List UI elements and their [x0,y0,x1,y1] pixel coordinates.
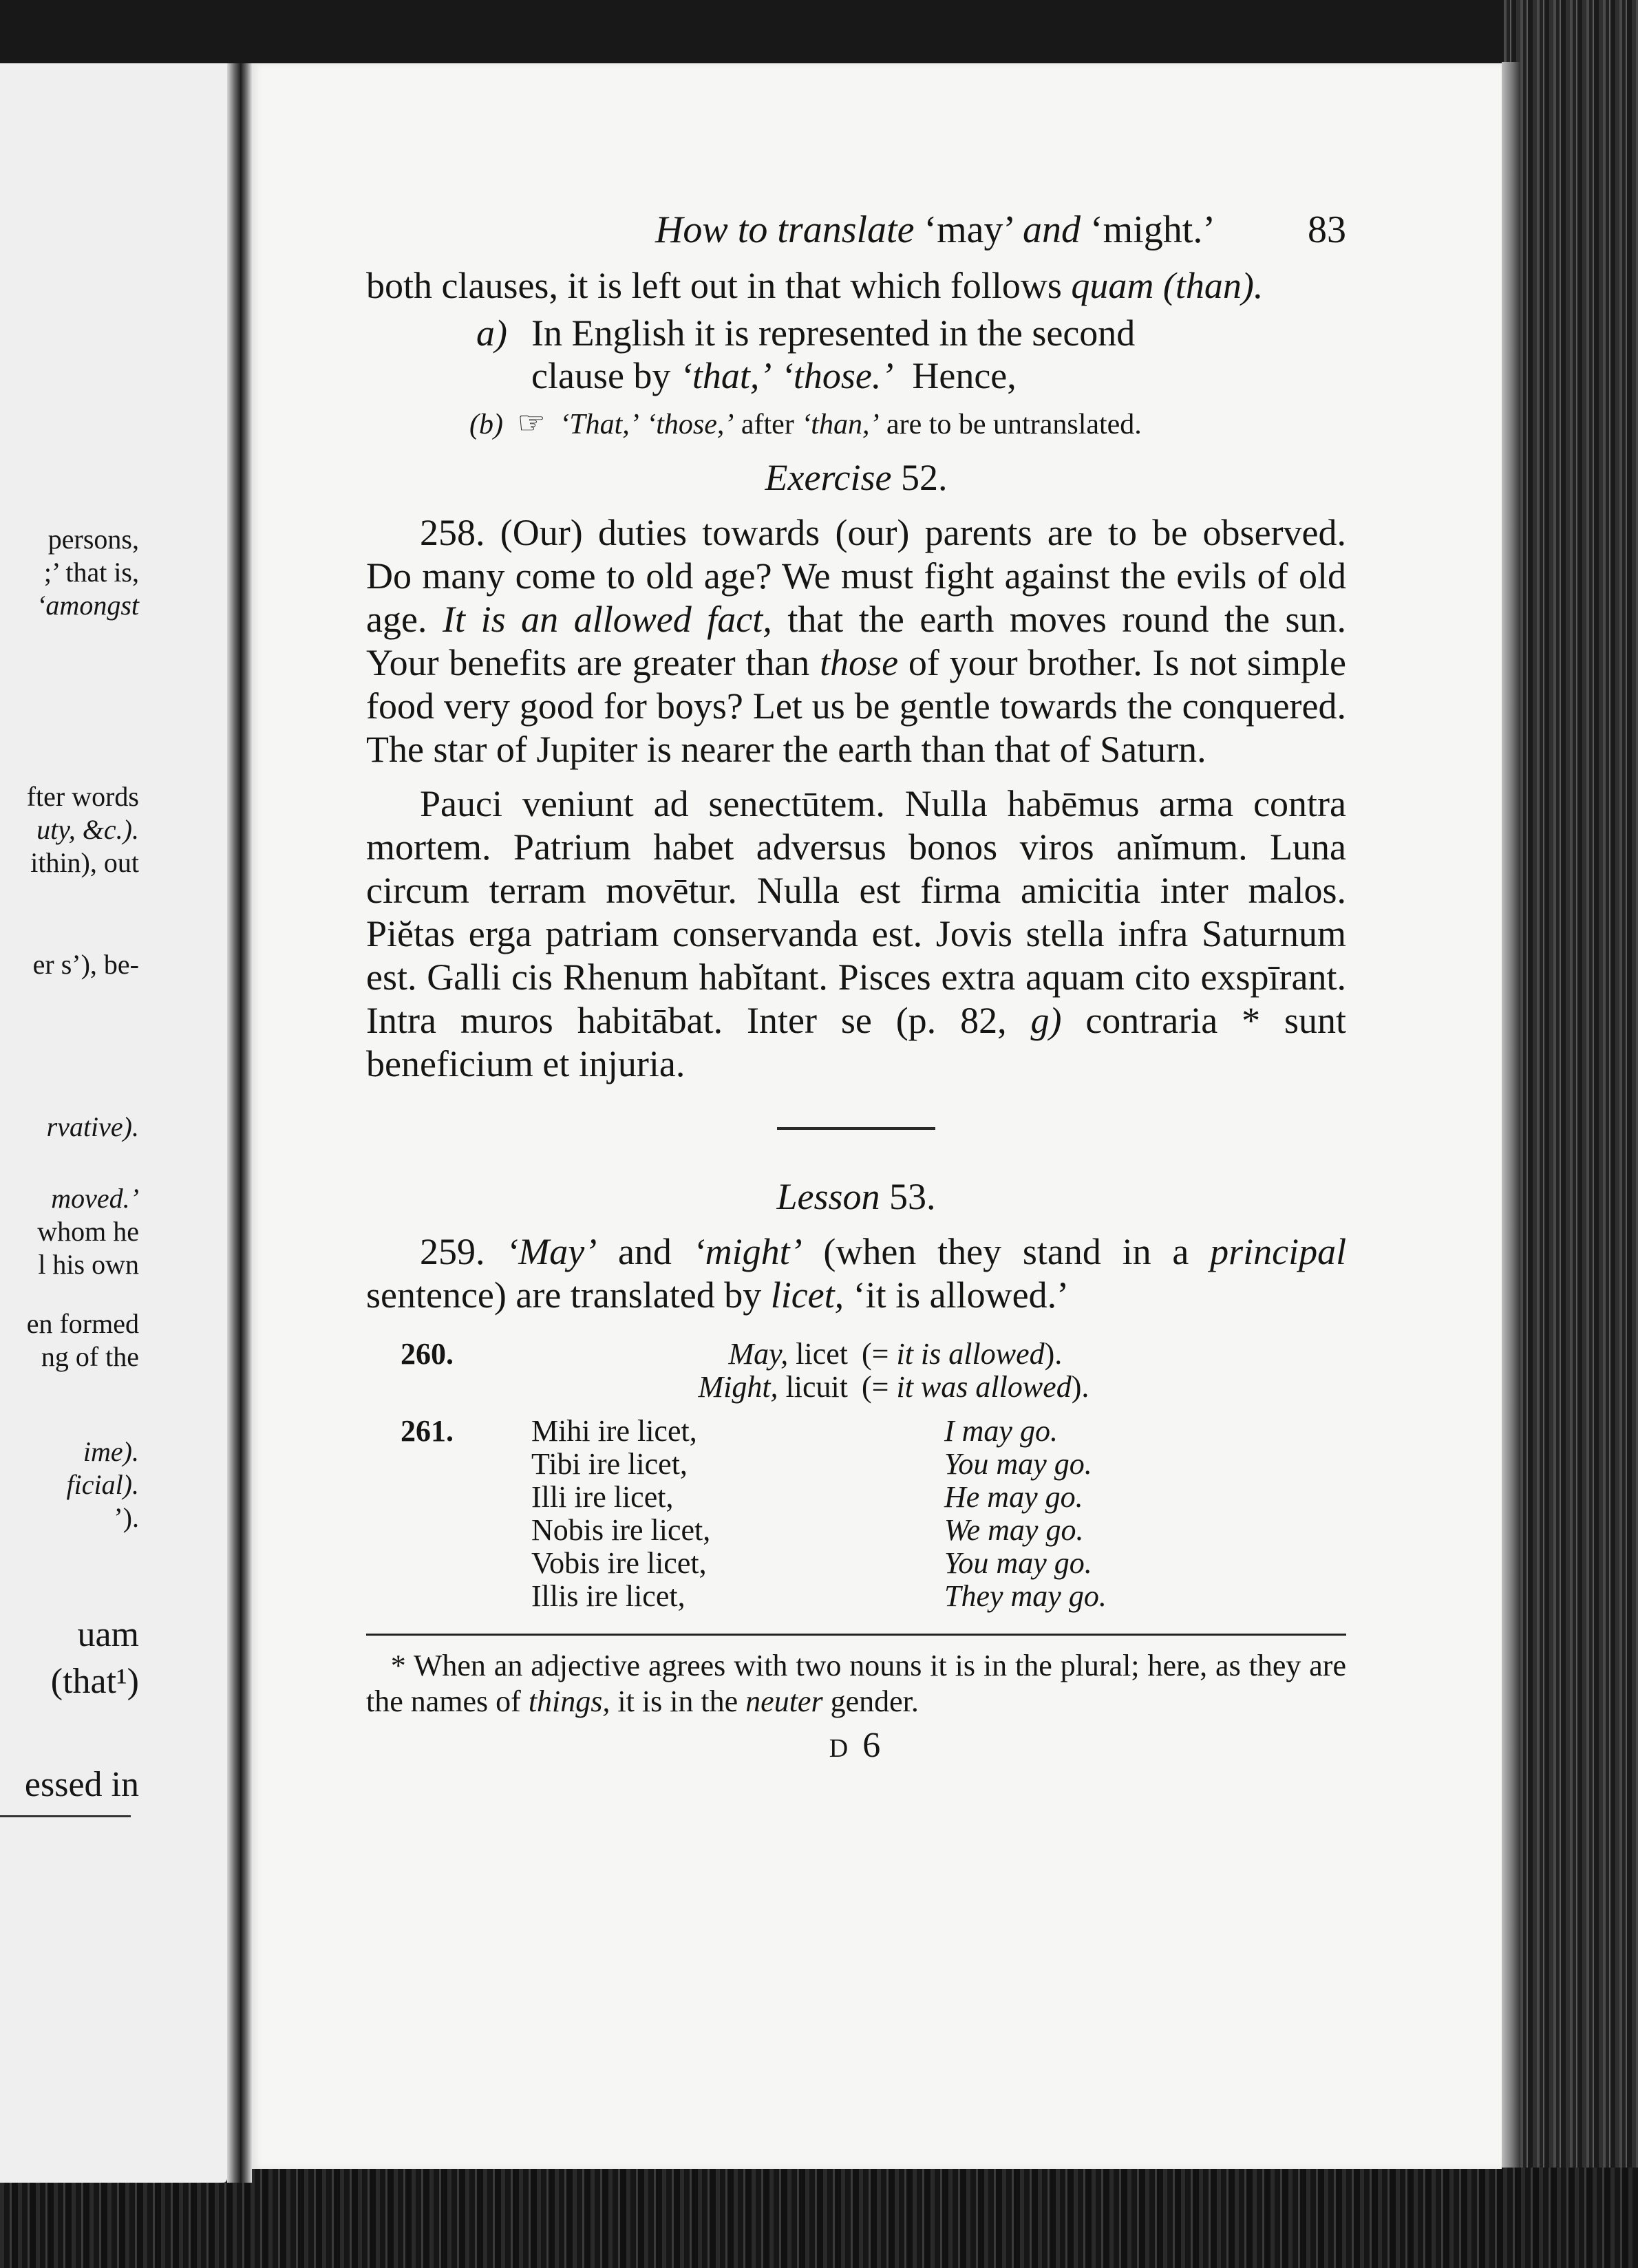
table-eq-meaning: it is allowed [896,1337,1045,1371]
rule-text: sentence) are translated by [366,1274,762,1316]
left-fragment: ’). [114,1502,139,1533]
intro-than: (than). [1162,265,1264,306]
exercise-heading-number: 52. [900,457,948,498]
table-english: You may go. [944,1447,1092,1481]
book-gutter [227,63,252,2183]
left-fragment: moved.’ [51,1183,139,1214]
left-fragment: ficial). [66,1469,139,1500]
footnote-things: things, [528,1684,610,1718]
table-row [366,1481,1346,1514]
intro-text [366,264,1346,308]
left-fragment: en formed [26,1308,139,1339]
left-fragment: ng of the [41,1341,139,1372]
table-latin: Tibi ire licet, [531,1447,688,1481]
left-fragment: ime). [83,1436,139,1467]
table-eq: ). [1071,1370,1089,1404]
page-content [366,208,1346,1766]
note-a [476,312,1346,397]
table-row [366,1371,1346,1404]
left-fragment: (that¹) [50,1662,139,1701]
running-head-might: ‘might.’ [1090,208,1215,251]
lesson-heading [366,1173,1346,1221]
left-fragment: ithin), out [30,847,139,878]
running-head-may: ‘may’ [924,208,1014,251]
running-head-text: How to translate [655,208,915,251]
table-row [366,1514,1346,1547]
left-fragment: essed in [24,1765,139,1804]
table-number: 261. [401,1414,454,1448]
note-a-hence: Hence, [912,355,1017,396]
page-edge-shadow [1502,62,1520,2174]
table-english: I may go. [944,1414,1058,1448]
table-english: We may go. [944,1513,1084,1547]
note-b-after: after [741,409,794,440]
rule-may: ‘May’ [506,1231,597,1272]
page-number: 83 [1308,208,1346,251]
signature-letter: D [829,1734,851,1763]
left-fragment: ‘amongst [36,590,139,621]
table-english: He may go. [944,1480,1083,1514]
table-english: You may go. [944,1546,1092,1580]
table-latin: Nobis ire licet, [531,1513,711,1547]
table-260 [366,1338,1346,1613]
exercise-heading [366,453,1346,502]
exercise-heading-word: Exercise [765,457,892,498]
footnote-text: gender. [830,1684,919,1718]
table-eq: (= [862,1337,889,1371]
lesson-heading-word: Lesson [776,1176,880,1217]
footnote-star: * [390,1649,406,1682]
left-fragment: l his own [38,1249,139,1280]
left-fragment: persons, [47,524,139,555]
exercise-latin-paragraph [366,782,1346,1086]
note-b-label: (b) [469,409,503,440]
scan-border-top [0,0,1638,65]
left-fragment: fter words [26,781,139,812]
pointing-hand-icon: ☞ [517,405,546,440]
signature-number: 6 [862,1726,884,1765]
table-latin: Vobis ire licet, [531,1546,707,1580]
rule-licet: licet, [770,1274,844,1316]
footnote-neuter: neuter [745,1684,823,1718]
left-fragment: ;’ that is, [43,557,139,588]
exercise-text: of your brother. Is not simple food very good for boys? Let us be gentle towards the conquered. The star of Jupiter is nearer the earth than that of Saturn. [366,642,1347,770]
table-eq-meaning: it was allowed [896,1370,1072,1404]
table-latin-word: licet [796,1337,848,1371]
rule-text: and [617,1231,672,1272]
exercise-italic: It is an allowed fact, [443,599,772,640]
table-latin: Mihi ire licet, [531,1414,697,1448]
note-a-that: ‘that,’ [679,355,772,396]
rule-principal: principal [1210,1231,1347,1272]
exercise-italic: those [820,642,899,683]
rule-might: ‘might’ [692,1231,802,1272]
table-english: They may go. [944,1579,1107,1613]
note-b-than: ‘than,’ [801,409,880,440]
left-fragment: er s’), be- [32,949,139,980]
table-english-word: May, [728,1337,789,1371]
footnote-text: it is in the [617,1684,738,1718]
exercise-text: contraria * sunt beneficium et injuria. [366,1000,1347,1084]
rule-259 [366,1230,1346,1317]
section-divider [777,1127,935,1130]
note-b [469,404,1346,444]
left-fragment: whom he [37,1216,139,1247]
note-a-text: In English it is represented in the second [531,312,1136,354]
right-page [252,63,1502,2169]
rule-text: (when they stand in a [823,1231,1189,1272]
table-row [366,1415,1346,1448]
note-b-that: ‘That,’ [560,409,639,440]
note-b-those: ‘those,’ [646,409,734,440]
intro-line: both clauses, it is left out in that which follows [366,265,1062,306]
running-head [366,208,1346,270]
left-fragment: uam [77,1615,139,1654]
rule-text: ‘it is allowed.’ [853,1274,1070,1316]
exercise-text: 258. (Our) duties towards (our) parents are to be observed. Do many come to old age? We must fight against the evils of old age. [366,512,1346,640]
table-row [366,1547,1346,1580]
table-latin: Illis ire licet, [531,1579,685,1613]
table-english-word: Might, [698,1370,778,1404]
table-row [366,1338,1346,1371]
lesson-heading-number: 53. [889,1176,936,1217]
running-head-title [655,208,1215,252]
note-a-those: ‘those.’ [780,355,894,396]
intro-quam: quam [1071,265,1154,306]
book-edge-right [1504,0,1638,2268]
footnote-text: When an adjective agrees with two nouns it is in the plural; here, as they are the names of [366,1649,1346,1718]
rule-number: 259. [420,1231,485,1272]
exercise-english-paragraph [366,511,1346,771]
note-a-text: clause by [531,355,671,396]
exercise-italic: g) [1030,1000,1062,1041]
table-row [366,1448,1346,1481]
left-fragment: uty, &c.). [36,814,139,845]
exercise-text: that the earth moves round the sun. Your benefits are greater than [366,599,1347,683]
table-eq: ). [1044,1337,1063,1371]
running-head-and: and [1023,208,1081,251]
signature-mark [366,1725,1346,1766]
table-latin: Illi ire licet, [531,1480,674,1514]
table-261 [366,1415,1346,1613]
note-b-rest: are to be untranslated. [886,409,1142,440]
note-a-label: a) [476,312,507,354]
table-latin-word: licuit [785,1370,848,1404]
exercise-text: Pauci veniunt ad senectūtem. Nulla habēmus arma contra mortem. Patrium habet adversus bonos viros anĭmum. Luna circum terram movētur. Nulla est firma amicitia inter malos. Piĕtas erga patriam conservanda est. Jovis stella infra Saturnum est. Galli cis Rhenum habĭtant. Pisces extra aquam cito exspīrant. Intra muros habitābat. Inter se (p. 82, [366,783,1346,1041]
table-number: 260. [401,1337,454,1371]
footnote-rule [366,1634,1346,1636]
table-eq: (= [862,1370,889,1404]
left-rule [0,1815,131,1817]
left-fragment: rvative). [46,1111,139,1142]
footnote [366,1648,1346,1720]
table-row [366,1580,1346,1613]
left-page [0,63,227,2183]
